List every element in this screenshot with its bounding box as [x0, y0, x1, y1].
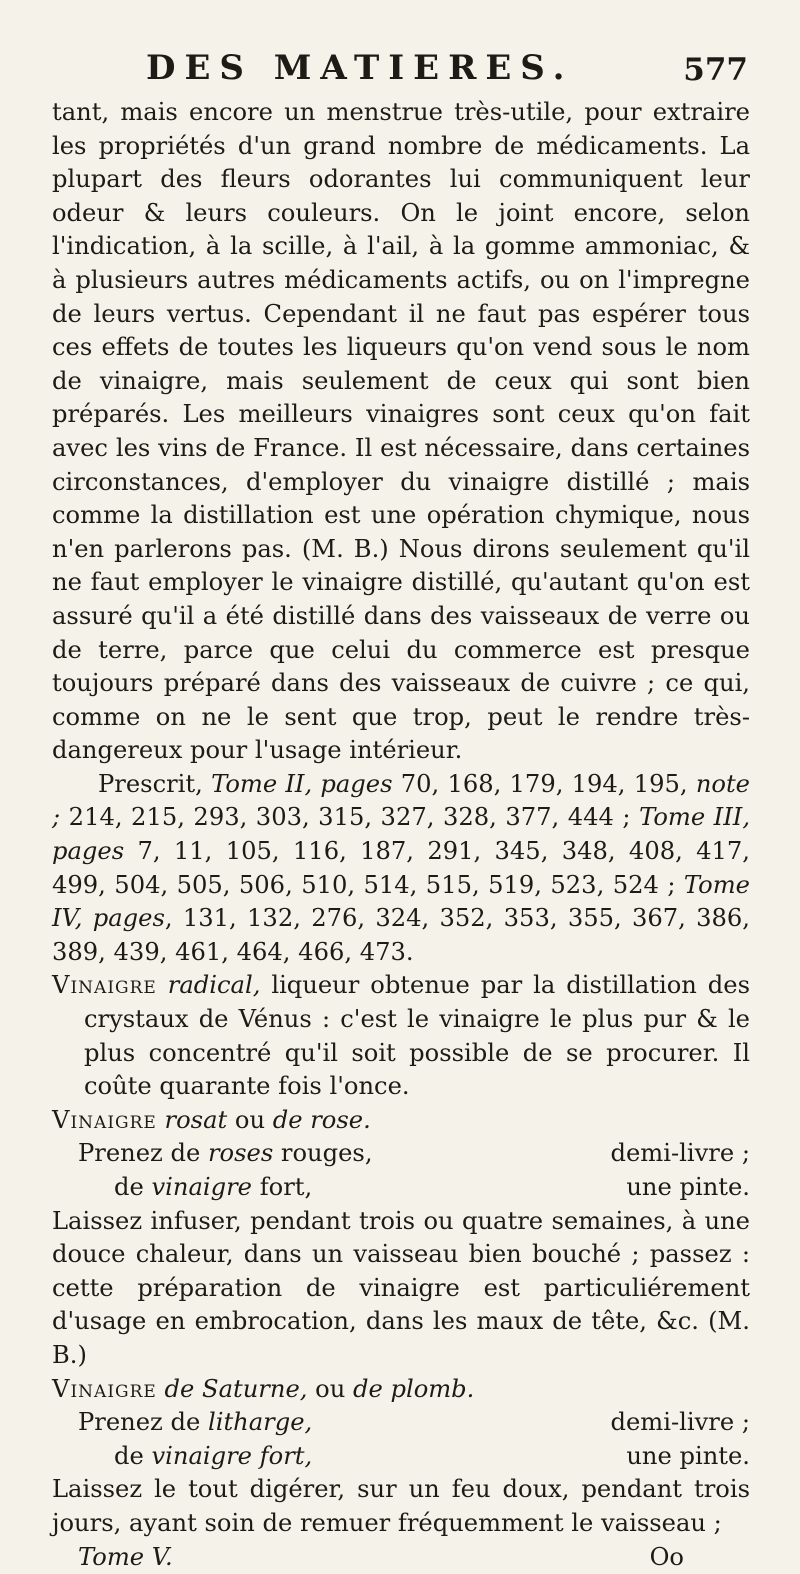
- entry-vinaigre-radical: Vinaigre radical, liqueur obtenue par la distillation des crystaux de Vénus : c'est le vinaigre le plus pur & le plus concentré qu'il soit possible de se procurer. Il coûte quarante fois l'once.: [52, 971, 750, 1101]
- entry-headword: Vinaigre: [52, 1374, 157, 1403]
- entry-headword: Vinaigre: [52, 1105, 157, 1134]
- recipe-quantity: une pinte.: [626, 1173, 750, 1201]
- references-paragraph: Prescrit, Tome II, pages 70, 168, 179, 194, 195, note ; 214, 215, 293, 303, 315, 327, 328, 377, 444 ; Tome III, pages 7, 11, 105, 116, 187, 291, 345, 348, 408, 417, 499, 504, 505, 506, 510, 514, 515, 519, 523, 524 ; Tome IV, pages, 131, 132, 276, 324, 352, 353, 355, 367, 386, 389, 439, 461, 464, 466, 473.: [52, 769, 751, 966]
- recipe-line: de vinaigre fort, une pinte.: [52, 1171, 750, 1205]
- paragraph-vinaigre-continued: tant, mais encore un menstrue très-utile, pour extraire les propriétés d'un grand nombre de médicaments. La plupart des fleurs odorantes lui communiquent leur odeur & leurs couleurs. On le joint encore, selon l'indication, à la scille, à l'ail, à la gomme ammoniac, & à plusieurs autres médicaments actifs, ou on l'impregne de leurs vertus. Cependant il ne faut pas espérer tous ces effets de toutes les liqueurs qu'on vend sous le nom de vinaigre, mais seulement de ceux qui sont bien préparés. Les meilleurs vinaigres sont ceux qu'on fait avec les vins de France. Il est nécessaire, dans certaines circonstances, d'employer du vinaigre distillé ; mais comme la distillation est une opération chymique, nous n'en parlerons pas. (M. B.) Nous dirons seulement qu'il ne faut employer le vinaigre distillé, qu'autant qu'on est assuré qu'il a été distillé dans des vaisseaux de verre ou de terre, parce que celui du commerce est presque toujours préparé dans des vaisseaux de cuivre ; ce qui, comme on ne le sent que trop, peut le rendre très-dangereux pour l'usage intérieur.: [52, 98, 750, 765]
- recipe-instructions: Laissez le tout digérer, sur un feu doux, pendant trois jours, ayant soin de remuer fréquemment le vaisseau ;: [52, 1475, 750, 1537]
- running-title: DES MATIERES.: [146, 48, 574, 88]
- recipe-quantity: demi-livre ;: [610, 1408, 750, 1437]
- recipe-line: Prenez de roses rouges, demi-livre ;: [52, 1137, 750, 1171]
- recipe-line: de vinaigre fort, une pinte.: [52, 1440, 750, 1474]
- page-footer: [52, 1541, 750, 1574]
- entry-vinaigre-saturne: Vinaigre de Saturne, ou de plomb.: [52, 1374, 475, 1403]
- recipe-quantity: demi-livre ;: [610, 1139, 750, 1168]
- recipe-line: Prenez de litharge, demi-livre ;: [52, 1406, 750, 1440]
- signature-mark: Oo: [649, 1542, 684, 1571]
- recipe-instructions: Laissez infuser, pendant trois ou quatre semaines, à une douce chaleur, dans un vaisseau bien bouché ; passez : cette préparation de vinaigre est particuliérement d'usage en embrocation, dans les maux de tête, &c. (M. B.): [52, 1206, 750, 1369]
- page-body: [52, 96, 750, 1574]
- page-number: 577: [683, 52, 748, 88]
- entry-vinaigre-rosat: Vinaigre rosat ou de rose.: [52, 1105, 371, 1134]
- volume-label: Tome V.: [78, 1542, 173, 1571]
- entry-headword: Vinaigre: [52, 971, 157, 1000]
- running-head: [52, 44, 750, 96]
- recipe-quantity: une pinte.: [626, 1441, 750, 1470]
